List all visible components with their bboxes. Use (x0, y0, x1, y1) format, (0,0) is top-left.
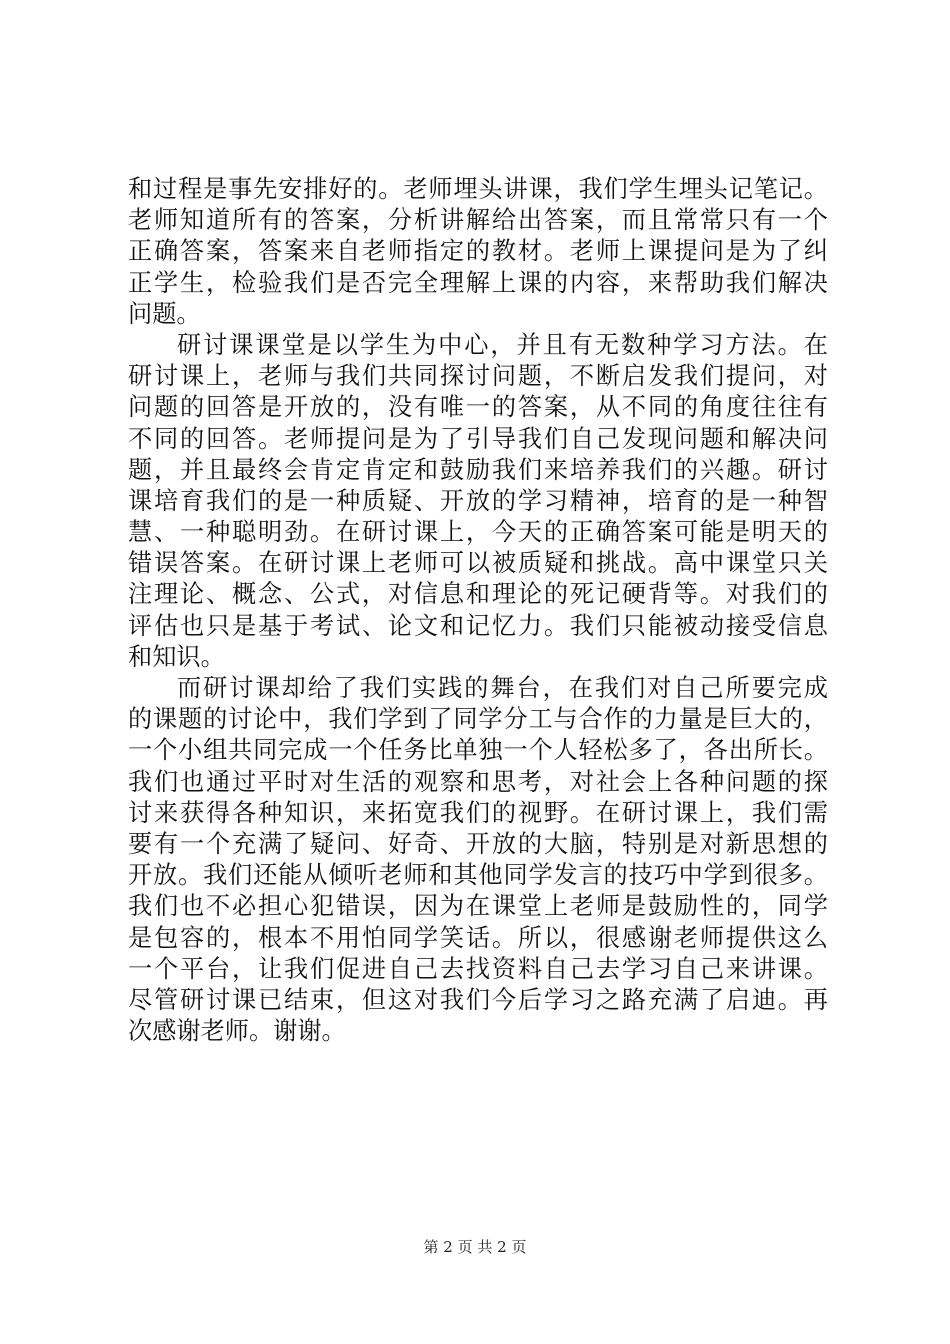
text-line: 正确答案，答案来自老师指定的教材。老师上课提问是为了纠 (128, 237, 828, 266)
text-line: 注理论、概念、公式，对信息和理论的死记硬背等。对我们的 (128, 580, 828, 609)
text-line: 我们也通过平时对生活的观察和思考，对社会上各种问题的探 (128, 767, 828, 796)
text-line: 问题的回答是开放的，没有唯一的答案，从不同的角度往往有 (128, 393, 828, 422)
text-line: 和知识。 (128, 642, 225, 671)
paragraph-first-line: 研讨课课堂是以学生为中心，并且有无数种学习方法。在 (177, 330, 828, 359)
text-line: 我们也不必担心犯错误，因为在课堂上老师是鼓励性的，同学 (128, 892, 828, 921)
text-line: 课培育我们的是一种质疑、开放的学习精神，培育的是一种智 (128, 486, 828, 515)
text-line: 一个平台，让我们促进自己去找资料自己去学习自己来讲课。 (128, 954, 828, 983)
text-line: 错误答案。在研讨课上老师可以被质疑和挑战。高中课堂只关 (128, 549, 828, 578)
page-number-footer: 第 2 页 共 2 页 (423, 1238, 527, 1256)
text-line: 题，并且最终会肯定肯定和鼓励我们来培养我们的兴趣。研讨 (128, 455, 828, 484)
text-line: 次感谢老师。谢谢。 (128, 1017, 346, 1046)
body-text (128, 174, 828, 1047)
text-line: 问题。 (128, 299, 201, 328)
text-line: 是包容的，根本不用怕同学笑话。所以，很感谢老师提供这么 (128, 923, 828, 952)
text-line: 要有一个充满了疑问、好奇、开放的大脑，特别是对新思想的 (128, 829, 828, 858)
text-line: 尽管研讨课已结束，但这对我们今后学习之路充满了启迪。再 (128, 985, 828, 1014)
text-line: 讨来获得各种知识，来拓宽我们的视野。在研讨课上，我们需 (128, 798, 828, 827)
text-line: 慧、一种聪明劲。在研讨课上，今天的正确答案可能是明天的 (128, 518, 828, 547)
text-line: 研讨课上，老师与我们共同探讨问题，不断启发我们提问，对 (128, 362, 828, 391)
text-line: 不同的回答。老师提问是为了引导我们自己发现问题和解决问 (128, 424, 828, 453)
text-line: 老师知道所有的答案，分析讲解给出答案，而且常常只有一个 (128, 206, 828, 235)
text-line: 的课题的讨论中，我们学到了同学分工与合作的力量是巨大的， (128, 705, 828, 734)
text-line: 正学生，检验我们是否完全理解上课的内容，来帮助我们解决 (128, 268, 828, 297)
text-line: 和过程是事先安排好的。老师埋头讲课，我们学生埋头记笔记。 (128, 175, 828, 203)
text-line: 开放。我们还能从倾听老师和其他同学发言的技巧中学到很多。 (128, 861, 828, 890)
text-line: 评估也只是基于考试、论文和记忆力。我们只能被动接受信息 (128, 611, 828, 640)
text-line: 一个小组共同完成一个任务比单独一个人轻松多了，各出所长。 (128, 736, 828, 765)
paragraph-first-line: 而研讨课却给了我们实践的舞台，在我们对自己所要完成 (177, 674, 828, 702)
